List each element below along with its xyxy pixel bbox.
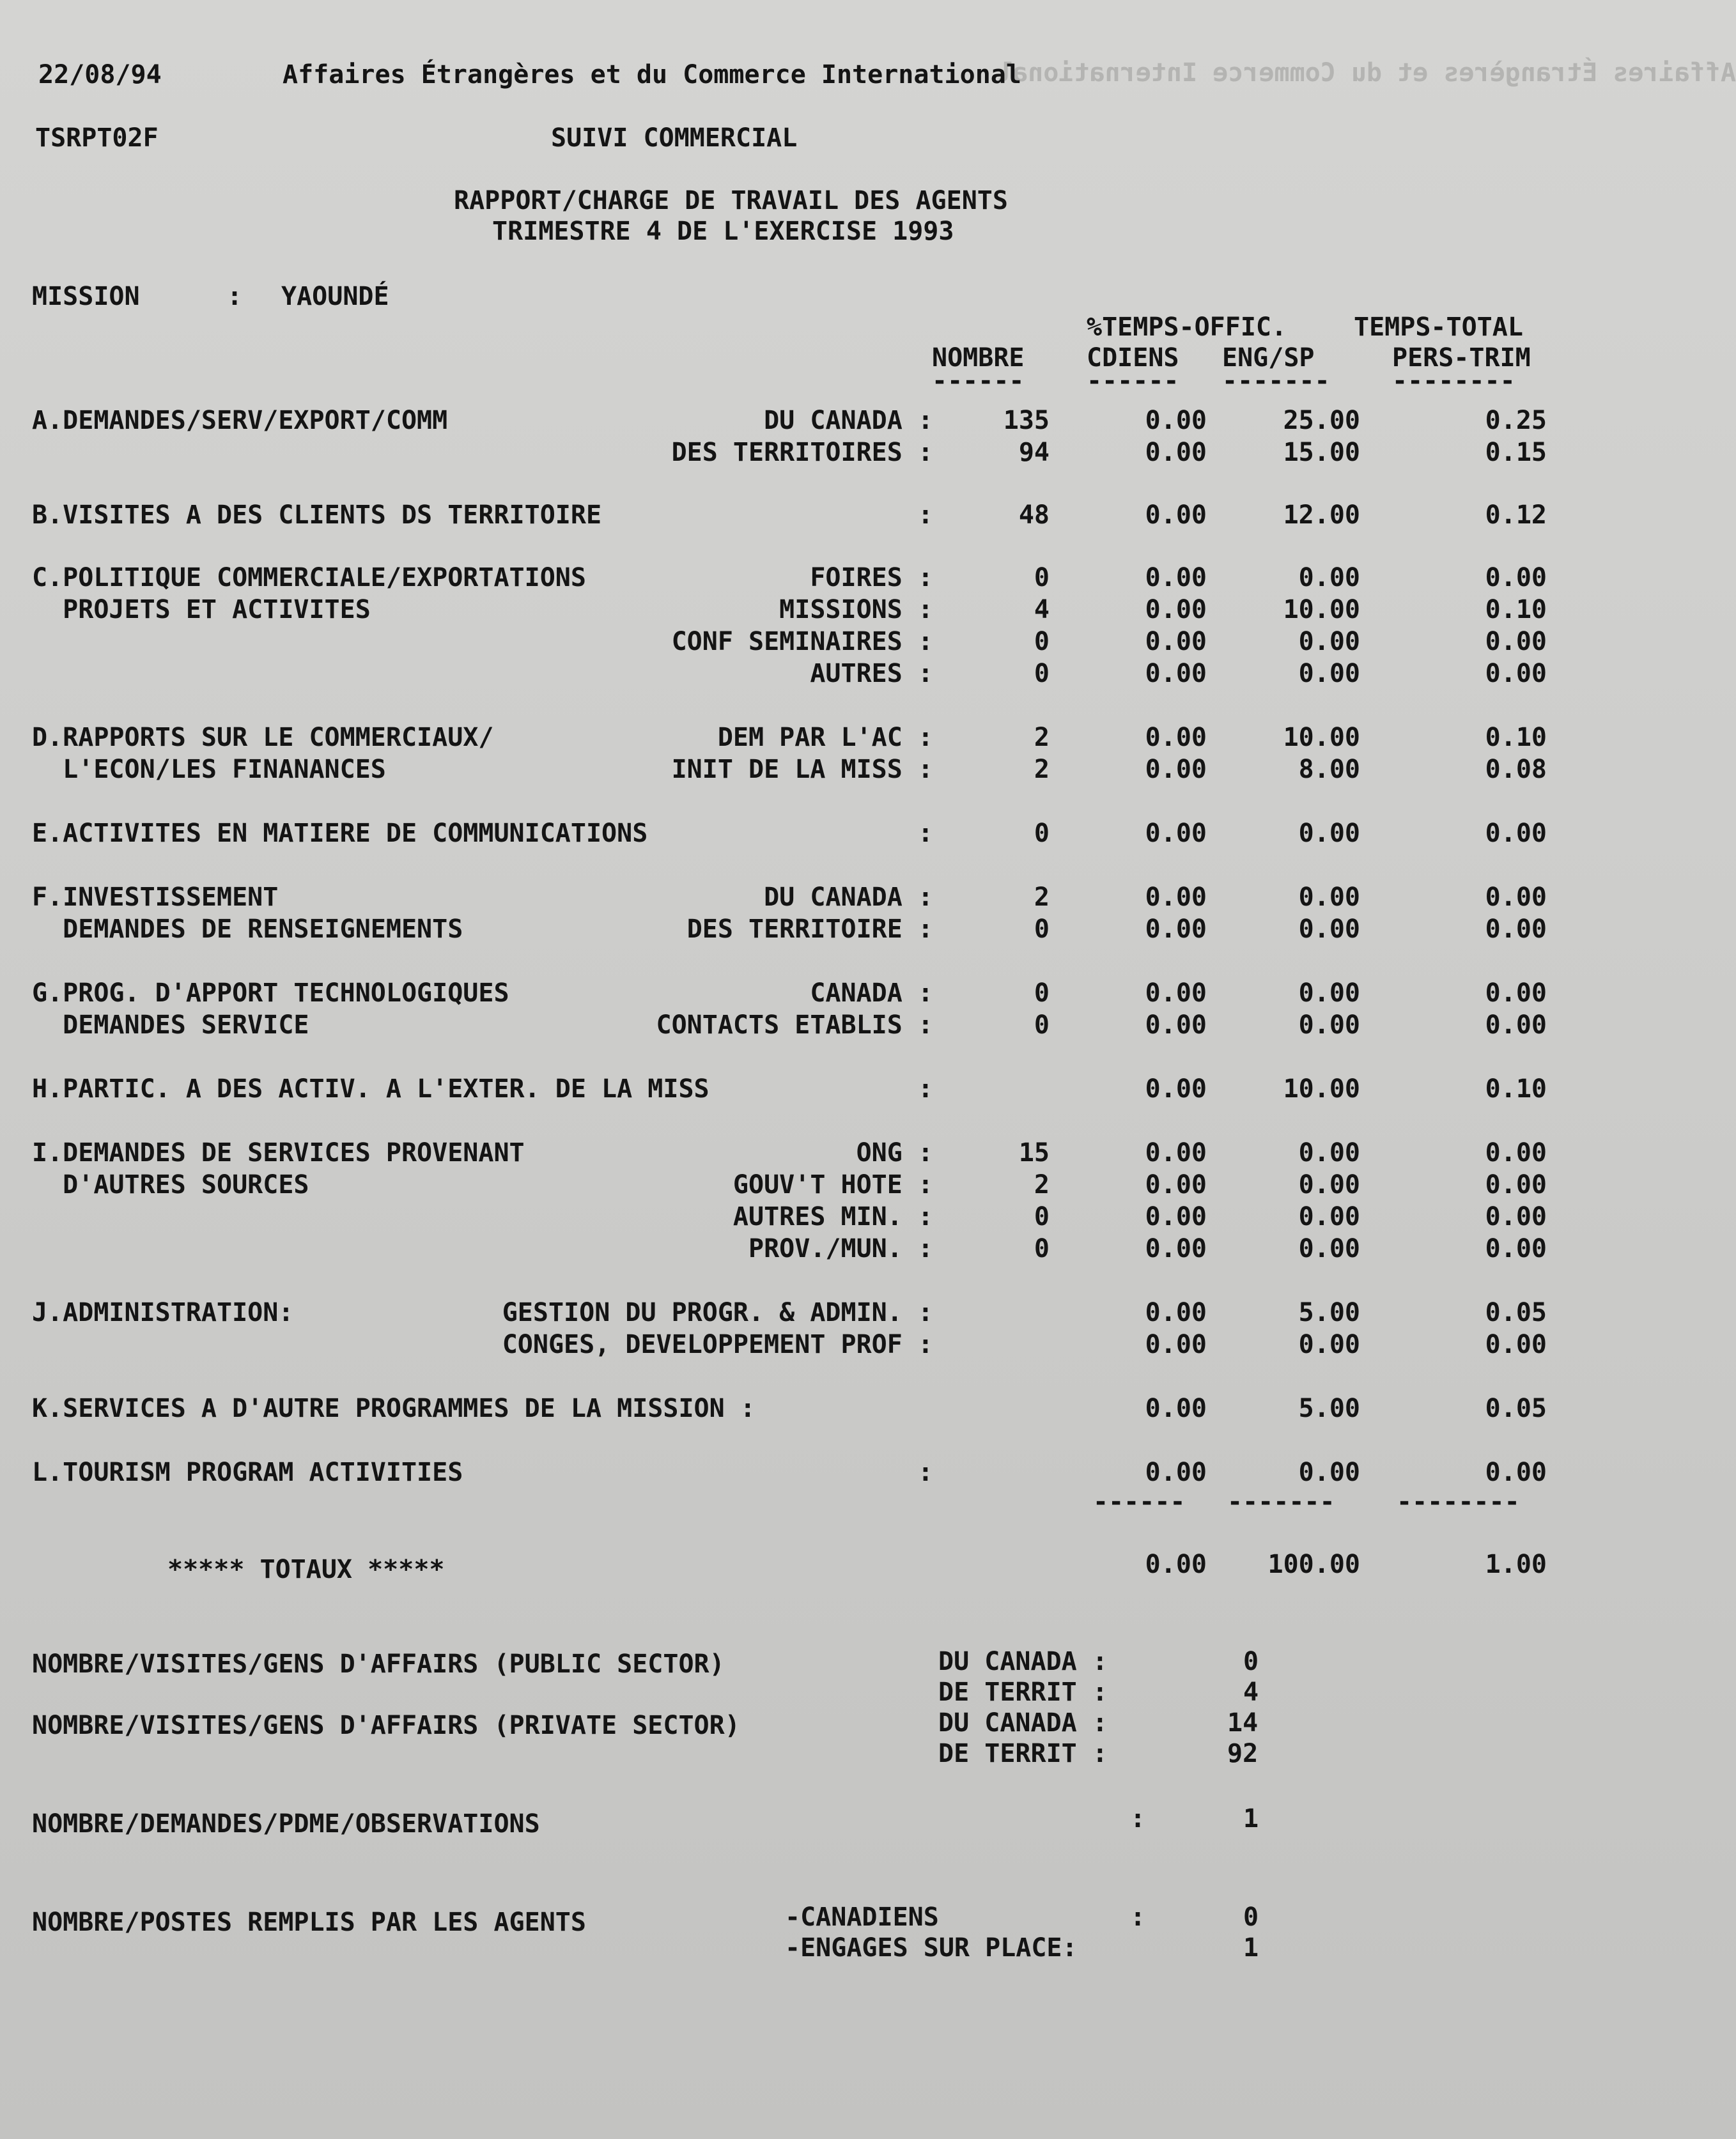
row-cdiens: 0.00: [1145, 500, 1207, 530]
row-engsp: 0.00: [1298, 627, 1360, 656]
col-dash-cdiens: ------: [1087, 366, 1179, 396]
row-engsp: 0.00: [1298, 1202, 1360, 1232]
row-nombre: 4: [1034, 595, 1050, 624]
visits-priv-canada-label: DU CANADA :: [938, 1708, 1108, 1738]
row-pers-trim: 0.00: [1485, 978, 1547, 1008]
row-cdiens: 0.00: [1145, 1074, 1207, 1104]
row-nombre: 2: [1034, 755, 1050, 784]
row-pers-trim: 0.00: [1485, 1202, 1547, 1232]
row-pers-trim: 0.10: [1485, 595, 1547, 624]
col-head-nombre: NOMBRE: [932, 343, 1025, 373]
row-pers-trim: 0.00: [1485, 659, 1547, 688]
postes-canadiens-value: 0: [1243, 1903, 1259, 1932]
system-name: SUIVI COMMERCIAL: [551, 123, 798, 153]
row-label: G.PROG. D'APPORT TECHNOLOGIQUES: [32, 978, 509, 1008]
row-nombre: 0: [1034, 1010, 1050, 1040]
pdme-value: 1: [1243, 1804, 1259, 1834]
row-engsp: 0.00: [1298, 883, 1360, 912]
row-nombre: 135: [1003, 406, 1050, 435]
row-pers-trim: 0.00: [1485, 1010, 1547, 1040]
row-sublabel: INIT DE LA MISS :: [671, 755, 933, 784]
row-engsp: 0.00: [1298, 659, 1360, 688]
row-label: L'ECON/LES FINANANCES: [32, 755, 386, 784]
row-engsp: 5.00: [1298, 1298, 1360, 1327]
row-sublabel: DES TERRITOIRES :: [671, 438, 933, 467]
row-engsp: 0.00: [1298, 915, 1360, 944]
row-nombre: 0: [1034, 915, 1050, 944]
postes-canadiens-sep: :: [1130, 1903, 1146, 1932]
row-engsp: 15.00: [1283, 438, 1360, 467]
row-label: PROJETS ET ACTIVITES: [32, 595, 371, 624]
row-nombre: 94: [1018, 438, 1050, 467]
row-nombre: 0: [1034, 627, 1050, 656]
row-nombre: 2: [1034, 883, 1050, 912]
row-sublabel: MISSIONS :: [779, 595, 933, 624]
row-cdiens: 0.00: [1145, 915, 1207, 944]
row-label: C.POLITIQUE COMMERCIALE/EXPORTATIONS: [32, 563, 586, 592]
totals-dash-cdiens: ------: [1093, 1487, 1186, 1517]
col-head-cdiens: CDIENS: [1087, 343, 1179, 373]
row-label: I.DEMANDES DE SERVICES PROVENANT: [32, 1138, 525, 1168]
visits-pub-canada-label: DU CANADA :: [938, 1647, 1108, 1676]
row-engsp: 0.00: [1298, 1170, 1360, 1200]
visits-pub-territ: 4: [1243, 1678, 1259, 1707]
row-label: DEMANDES DE RENSEIGNEMENTS: [32, 915, 463, 944]
col-head-temps-offic: %TEMPS-OFFIC.: [1087, 313, 1287, 342]
row-pers-trim: 0.12: [1485, 500, 1547, 530]
row-engsp: 10.00: [1283, 595, 1360, 624]
row-cdiens: 0.00: [1145, 659, 1207, 688]
row-label: D.RAPPORTS SUR LE COMMERCIAUX/: [32, 723, 494, 752]
row-pers-trim: 0.00: [1485, 1234, 1547, 1263]
pdme-sep: :: [1130, 1804, 1146, 1834]
row-sublabel: GESTION DU PROGR. & ADMIN. :: [502, 1298, 933, 1327]
row-pers-trim: 0.05: [1485, 1298, 1547, 1327]
row-nombre: 0: [1034, 1234, 1050, 1263]
department-name: Affaires Étrangères et du Commerce International: [283, 60, 1021, 89]
row-label: H.PARTIC. A DES ACTIV. A L'EXTER. DE LA MISS: [32, 1074, 709, 1104]
row-label: F.INVESTISSEMENT: [32, 883, 279, 912]
postes-canadiens-label: -CANADIENS: [785, 1903, 939, 1932]
mission-name: YAOUNDÉ: [281, 282, 389, 311]
visits-private-label: NOMBRE/VISITES/GENS D'AFFAIRS (PRIVATE SECTOR): [32, 1711, 740, 1740]
row-sublabel: DEM PAR L'AC :: [717, 723, 933, 752]
postes-label: NOMBRE/POSTES REMPLIS PAR LES AGENTS: [32, 1908, 586, 1937]
row-cdiens: 0.00: [1145, 406, 1207, 435]
row-engsp: 0.00: [1298, 563, 1360, 592]
postes-engages-label: -ENGAGES SUR PLACE:: [785, 1933, 1078, 1963]
row-engsp: 5.00: [1298, 1394, 1360, 1423]
totals-dash-engsp: -------: [1227, 1487, 1335, 1517]
row-engsp: 12.00: [1283, 500, 1360, 530]
row-nombre: 0: [1034, 1202, 1050, 1232]
row-nombre: 2: [1034, 723, 1050, 752]
row-label: B.VISITES A DES CLIENTS DS TERRITOIRE: [32, 500, 602, 530]
row-cdiens: 0.00: [1145, 627, 1207, 656]
row-sublabel: CONGES, DEVELOPPEMENT PROF :: [502, 1330, 933, 1359]
row-cdiens: 0.00: [1145, 1458, 1207, 1487]
row-sublabel: CANADA :: [810, 978, 933, 1008]
row-engsp: 25.00: [1283, 406, 1360, 435]
bleed-through-ghost: Affaires Étrangères et du Commerce International: [997, 58, 1736, 88]
row-cdiens: 0.00: [1145, 723, 1207, 752]
row-sublabel: DU CANADA :: [764, 406, 933, 435]
row-pers-trim: 0.00: [1485, 1170, 1547, 1200]
row-cdiens: 0.00: [1145, 438, 1207, 467]
mission-sep: :: [227, 282, 243, 311]
row-sublabel: CONTACTS ETABLIS :: [656, 1010, 933, 1040]
row-sublabel: DU CANADA :: [764, 883, 933, 912]
row-nombre: 0: [1034, 563, 1050, 592]
row-cdiens: 0.00: [1145, 1202, 1207, 1232]
row-engsp: 0.00: [1298, 1138, 1360, 1168]
row-label: J.ADMINISTRATION:: [32, 1298, 294, 1327]
visits-pub-territ-label: DE TERRIT :: [938, 1678, 1108, 1707]
row-sublabel: :: [917, 500, 933, 530]
col-dash-pers: --------: [1392, 366, 1515, 396]
pdme-label: NOMBRE/DEMANDES/PDME/OBSERVATIONS: [32, 1809, 540, 1839]
mission-label: MISSION: [32, 282, 140, 311]
row-cdiens: 0.00: [1145, 755, 1207, 784]
row-sublabel: :: [917, 1458, 933, 1487]
row-sublabel: :: [917, 1074, 933, 1104]
row-sublabel: AUTRES MIN. :: [732, 1202, 933, 1232]
visits-priv-territ: 92: [1227, 1739, 1259, 1768]
row-engsp: 10.00: [1283, 1074, 1360, 1104]
row-pers-trim: 0.10: [1485, 1074, 1547, 1104]
col-head-pers-trim: PERS-TRIM: [1392, 343, 1531, 373]
row-cdiens: 0.00: [1145, 1170, 1207, 1200]
row-engsp: 0.00: [1298, 1458, 1360, 1487]
totals-engsp: 100.00: [1267, 1550, 1360, 1579]
row-cdiens: 0.00: [1145, 1298, 1207, 1327]
row-cdiens: 0.00: [1145, 1010, 1207, 1040]
row-label: L.TOURISM PROGRAM ACTIVITIES: [32, 1458, 463, 1487]
row-sublabel: CONF SEMINAIRES :: [671, 627, 933, 656]
row-nombre: 48: [1018, 500, 1050, 530]
row-pers-trim: 0.00: [1485, 1330, 1547, 1359]
row-cdiens: 0.00: [1145, 978, 1207, 1008]
row-pers-trim: 0.00: [1485, 1138, 1547, 1168]
row-pers-trim: 0.25: [1485, 406, 1547, 435]
row-sublabel: :: [917, 819, 933, 848]
visits-priv-canada: 14: [1227, 1708, 1259, 1738]
report-title: RAPPORT/CHARGE DE TRAVAIL DES AGENTS: [454, 186, 1008, 215]
row-engsp: 0.00: [1298, 1330, 1360, 1359]
row-cdiens: 0.00: [1145, 819, 1207, 848]
row-engsp: 0.00: [1298, 978, 1360, 1008]
row-pers-trim: 0.00: [1485, 819, 1547, 848]
totals-cdiens: 0.00: [1145, 1550, 1207, 1579]
row-engsp: 0.00: [1298, 1234, 1360, 1263]
col-dash-engsp: -------: [1222, 366, 1330, 396]
postes-engages-value: 1: [1243, 1933, 1259, 1963]
row-pers-trim: 0.08: [1485, 755, 1547, 784]
row-pers-trim: 0.05: [1485, 1394, 1547, 1423]
row-sublabel: AUTRES :: [810, 659, 933, 688]
report-date: 22/08/94: [38, 60, 162, 89]
row-nombre: 2: [1034, 1170, 1050, 1200]
row-cdiens: 0.00: [1145, 883, 1207, 912]
visits-public-label: NOMBRE/VISITES/GENS D'AFFAIRS (PUBLIC SECTOR): [32, 1649, 725, 1679]
row-pers-trim: 0.10: [1485, 723, 1547, 752]
row-nombre: 0: [1034, 819, 1050, 848]
totals-label: ***** TOTAUX *****: [167, 1555, 445, 1584]
row-sublabel: FOIRES :: [810, 563, 933, 592]
row-engsp: 0.00: [1298, 819, 1360, 848]
row-pers-trim: 0.00: [1485, 563, 1547, 592]
row-engsp: 0.00: [1298, 1010, 1360, 1040]
row-cdiens: 0.00: [1145, 1330, 1207, 1359]
row-sublabel: DES TERRITOIRE :: [686, 915, 933, 944]
row-nombre: 0: [1034, 978, 1050, 1008]
row-pers-trim: 0.00: [1485, 915, 1547, 944]
totals-pers: 1.00: [1485, 1550, 1547, 1579]
row-sublabel: ONG :: [856, 1138, 933, 1168]
row-pers-trim: 0.00: [1485, 883, 1547, 912]
row-sublabel: GOUV'T HOTE :: [732, 1170, 933, 1200]
row-label: K.SERVICES A D'AUTRE PROGRAMMES DE LA MISSION :: [32, 1394, 756, 1423]
row-pers-trim: 0.15: [1485, 438, 1547, 467]
row-cdiens: 0.00: [1145, 1394, 1207, 1423]
col-dash-nombre: ------: [932, 366, 1025, 396]
row-nombre: 15: [1018, 1138, 1050, 1168]
row-label: DEMANDES SERVICE: [32, 1010, 309, 1040]
report-code: TSRPT02F: [35, 123, 159, 153]
visits-pub-canada: 0: [1243, 1647, 1259, 1676]
row-pers-trim: 0.00: [1485, 1458, 1547, 1487]
row-cdiens: 0.00: [1145, 1234, 1207, 1263]
row-label: A.DEMANDES/SERV/EXPORT/COMM: [32, 406, 448, 435]
row-nombre: 0: [1034, 659, 1050, 688]
report-period: TRIMESTRE 4 DE L'EXERCISE 1993: [492, 217, 954, 246]
row-cdiens: 0.00: [1145, 563, 1207, 592]
row-pers-trim: 0.00: [1485, 627, 1547, 656]
row-label: D'AUTRES SOURCES: [32, 1170, 309, 1200]
row-cdiens: 0.00: [1145, 1138, 1207, 1168]
totals-dash-pers: --------: [1397, 1487, 1520, 1517]
row-cdiens: 0.00: [1145, 595, 1207, 624]
col-head-engsp: ENG/SP: [1222, 343, 1315, 373]
row-sublabel: PROV./MUN. :: [748, 1234, 933, 1263]
row-engsp: 8.00: [1298, 755, 1360, 784]
visits-priv-territ-label: DE TERRIT :: [938, 1739, 1108, 1768]
row-engsp: 10.00: [1283, 723, 1360, 752]
row-label: E.ACTIVITES EN MATIERE DE COMMUNICATIONS: [32, 819, 648, 848]
col-head-temps-total: TEMPS-TOTAL: [1354, 313, 1523, 342]
